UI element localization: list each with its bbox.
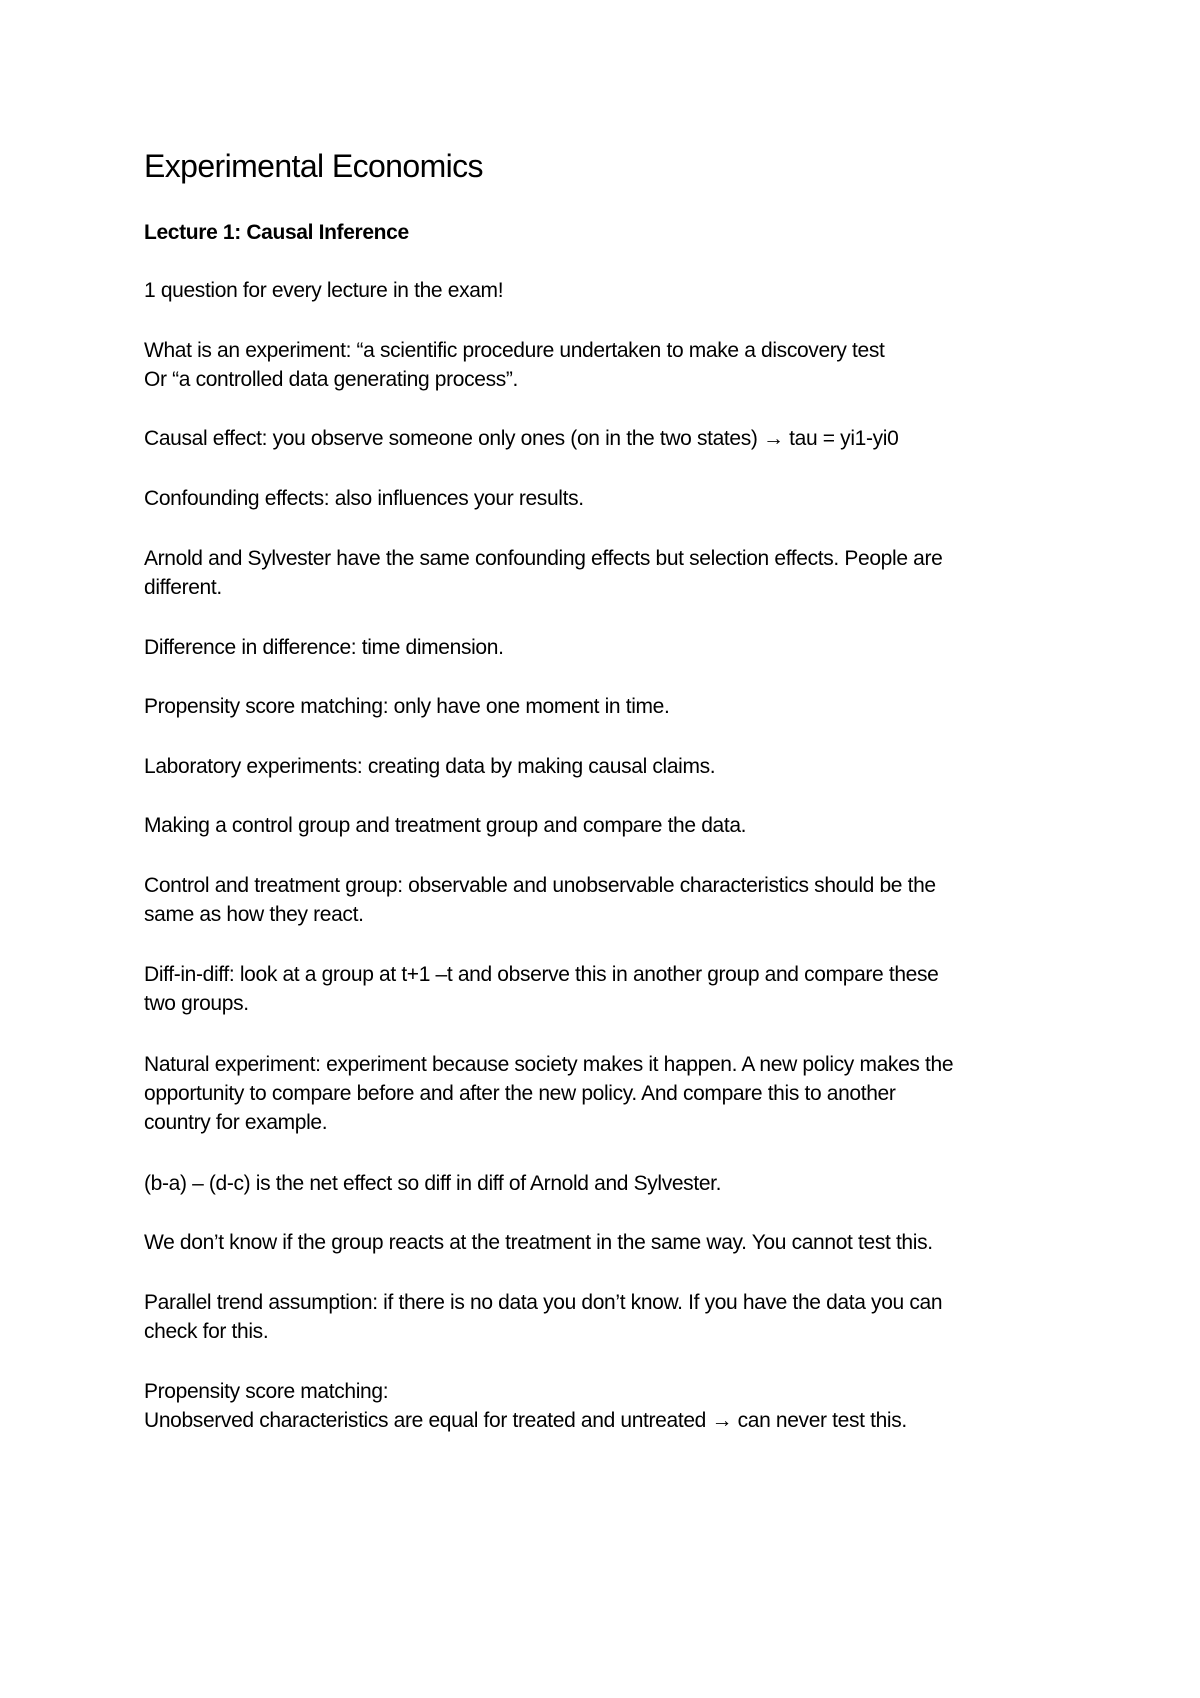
- paragraph-line: Or “a controlled data generating process”.: [144, 368, 519, 391]
- paragraph: [144, 1377, 1064, 1435]
- paragraph: [144, 336, 1064, 394]
- paragraph-line: Parallel trend assumption: if there is no data you don’t know. If you have the data you can: [144, 1291, 943, 1314]
- paragraph-line: Laboratory experiments: creating data by making causal claims.: [144, 755, 716, 778]
- paragraph-line: Arnold and Sylvester have the same confounding effects but selection effects. People are: [144, 547, 943, 570]
- paragraph-line: Confounding effects: also influences your results.: [144, 487, 584, 510]
- paragraph-line: different.: [144, 576, 222, 599]
- paragraph-line: opportunity to compare before and after the new policy. And compare this to another: [144, 1082, 896, 1105]
- paragraph: [144, 633, 1064, 662]
- paragraph-line: country for example.: [144, 1111, 328, 1134]
- paragraph: [144, 1288, 1064, 1346]
- paragraph-line: Diff-in-diff: look at a group at t+1 –t and observe this in another group and compare these: [144, 963, 939, 986]
- paragraph-line: We don’t know if the group reacts at the treatment in the same way. You cannot test this.: [144, 1231, 933, 1254]
- paragraph-line: 1 question for every lecture in the exam!: [144, 279, 504, 302]
- paragraph: [144, 811, 1064, 840]
- paragraph-line: Control and treatment group: observable and unobservable characteristics should be the: [144, 874, 936, 897]
- paragraph-line: two groups.: [144, 992, 249, 1015]
- paragraph: [144, 544, 1064, 602]
- paragraph: [144, 752, 1064, 781]
- paragraph-line: same as how they react.: [144, 903, 364, 926]
- paragraph-line: (b-a) – (d-c) is the net effect so diff in diff of Arnold and Sylvester.: [144, 1172, 722, 1195]
- paragraph: [144, 692, 1064, 721]
- paragraph-line: What is an experiment: “a scientific procedure undertaken to make a discovery test: [144, 339, 885, 362]
- paragraph: [144, 1228, 1064, 1257]
- paragraph-line: Unobserved characteristics are equal for treated and untreated → can never test this.: [144, 1409, 907, 1432]
- lecture-heading: Lecture 1: Causal Inference: [144, 221, 409, 244]
- paragraph-line: Propensity score matching: only have one moment in time.: [144, 695, 670, 718]
- paragraph: [144, 276, 1064, 305]
- paragraph: [144, 1169, 1064, 1198]
- paragraph: [144, 484, 1064, 513]
- paragraph-line: Natural experiment: experiment because society makes it happen. A new policy makes the: [144, 1053, 954, 1076]
- paragraph: [144, 871, 1064, 929]
- paragraph: [144, 1050, 1064, 1137]
- paragraph-line: Causal effect: you observe someone only ones (on in the two states) → tau = yi1-yi0: [144, 427, 899, 450]
- paragraph-line: Propensity score matching:: [144, 1380, 389, 1403]
- document-title: Experimental Economics: [144, 148, 483, 184]
- paragraph-line: Making a control group and treatment group and compare the data.: [144, 814, 747, 837]
- paragraph: [144, 424, 1064, 453]
- paragraph-line: check for this.: [144, 1320, 269, 1343]
- paragraph: [144, 960, 1064, 1018]
- paragraph-line: Difference in difference: time dimension.: [144, 636, 504, 659]
